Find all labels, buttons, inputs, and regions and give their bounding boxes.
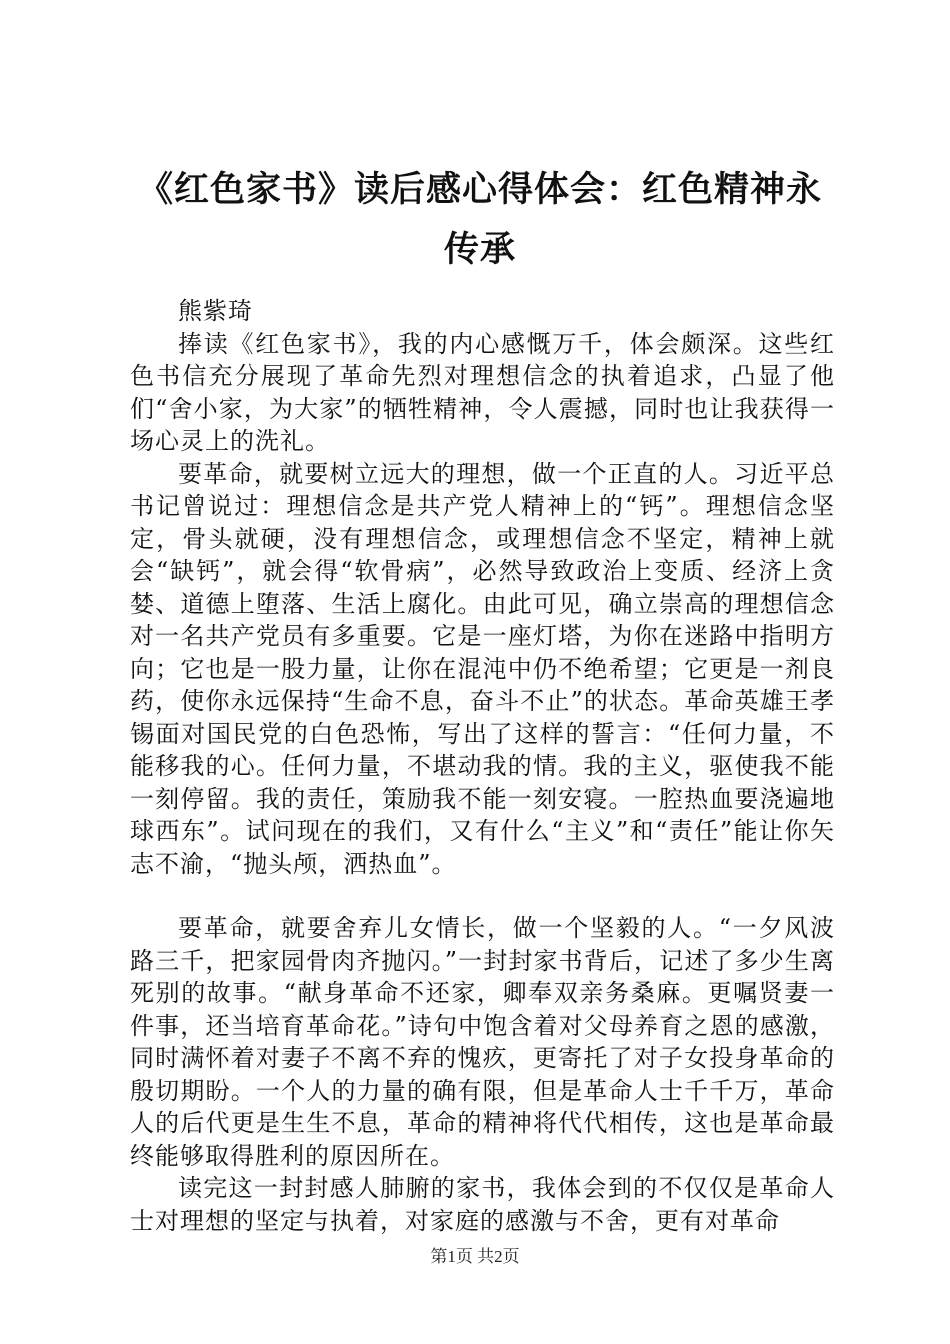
author-name: 熊紫琦 [178, 297, 253, 325]
paragraph-2: 要革命，就要树立远大的理想，做一个正直的人。习近平总书记曾说过：理想信念是共产党人精神上的“钙”。理想信念坚定，骨头就硬，没有理想信念，或理想信念不坚定，精神上就会“缺钙”，就会得“软骨病”，必然导致政治上变质、经济上贪婪、道德上堕落、生活上腐化。由此可见，确立崇高的理想信念对一名共产党员有多重要。它是一座灯塔，为你在迷路中指明方向；它也是一股力量，让你在混沌中仍不绝希望；它更是一剂良药，使你永远保持“生命不息，奋斗不止”的状态。革命英雄王孝锡面对国民党的白色恐怖，写出了这样的誓言：“任何力量，不能移我的心。任何力量，不堪动我的情。我的主义，驱使我不能一刻停留。我的责任，策励我不能一刻安寝。一腔热血要浇遍地球西东”。试问现在的我们，又有什么“主义”和“责任”能让你矢志不渝，“抛头颅，洒热血”。 [130, 459, 835, 878]
paragraph-3: 要革命，就要舍弃儿女情长，做一个坚毅的人。“一夕风波路三千，把家园骨肉齐抛闪。”一封封家书背后，记述了多少生离死别的故事。“献身革命不还家，卿奉双亲务桑麻。更嘱贤妻一件事，还当培育革命花。”诗句中饱含着对父母养育之恩的感激，同时满怀着对妻子不离不弃的愧疚，更寄托了对子女投身革命的殷切期盼。一个人的力量的确有限，但是革命人士千千万，革命人的后代更是生生不息，革命的精神将代代相传，这也是革命最终能够取得胜利的原因所在。 [130, 914, 835, 1170]
document-title: 《红色家书》读后感心得体会：红色精神永传承 [137, 170, 822, 270]
document-body [130, 295, 835, 1237]
paragraph-4: 读完这一封封感人肺腑的家书，我体会到的不仅仅是革命人士对理想的坚定与执着，对家庭的感激与不舍，更有对革命 [130, 1174, 835, 1235]
page-number-footer: 第1页 共2页 [430, 1247, 520, 1266]
paragraph-1: 捧读《红色家书》，我的内心感慨万千，体会颇深。这些红色书信充分展现了革命先烈对理想信念的执着追求，凸显了他们“舍小家，为大家”的牺牲精神，令人震撼，同时也让我获得一场心灵上的洗礼。 [130, 329, 835, 455]
